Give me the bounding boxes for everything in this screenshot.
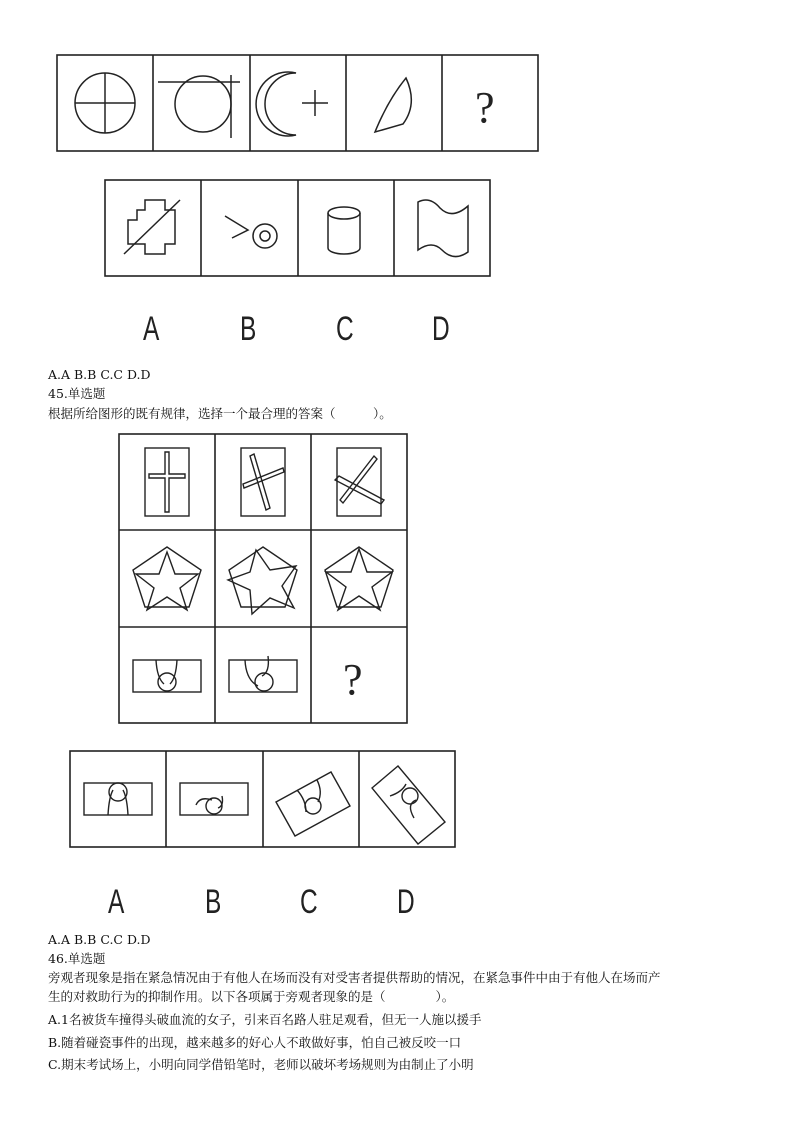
q46-option-c[interactable]: C.期末考试场上，小明向同学借铅笔时，老师以破坏考场规则为由制止了小明: [48, 1057, 474, 1072]
q44-answer-options[interactable]: A.A B.B C.C D.D: [48, 367, 151, 382]
q46-prompt-line1: 旁观者现象是指在紧急情况由于有他人在场而没有对受害者提供帮助的情况，在紧急事件中由于有他人在场而产: [48, 970, 661, 985]
q45-answer-options[interactable]: A.A B.B C.C D.D: [48, 932, 151, 947]
q45-option-a-figure: [84, 783, 152, 815]
q44-option-letter-a: A: [143, 310, 160, 348]
q44-option-letter-b: B: [240, 310, 257, 348]
q45-option-c-figure: [276, 772, 350, 836]
q45-question-mark: ?: [343, 655, 363, 704]
q45-option-letter-b: B: [205, 883, 222, 921]
q46-option-b[interactable]: B.随着碰瓷事件的出现，越来越多的好心人不敢做好事，怕自己被反咬一口: [48, 1035, 462, 1050]
q46-header: 46.单选题: [48, 951, 106, 966]
q45-header: 45.单选题: [48, 386, 106, 401]
q46-option-a[interactable]: A.1名被货车撞得头破血流的女子，引来百名路人驻足观看，但无一人施以援手: [48, 1012, 482, 1027]
q44-question-mark: ?: [475, 83, 495, 132]
q44-option-letter-c: C: [336, 310, 354, 348]
q45-prompt: 根据所给图形的既有规律，选择一个最合理的答案（ ）。: [48, 406, 392, 421]
q45-option-letter-a: A: [108, 883, 125, 921]
q45-option-letter-c: C: [300, 883, 318, 921]
q45-option-letter-d: D: [397, 883, 415, 921]
q45-option-d-figure: [372, 766, 445, 844]
q44-option-letter-d: D: [432, 310, 450, 348]
q46-prompt-line2: 生的对救助行为的抑制作用。以下各项属于旁观者现象的是（ ）。: [48, 989, 455, 1004]
q45-option-b-figure: [180, 783, 248, 815]
